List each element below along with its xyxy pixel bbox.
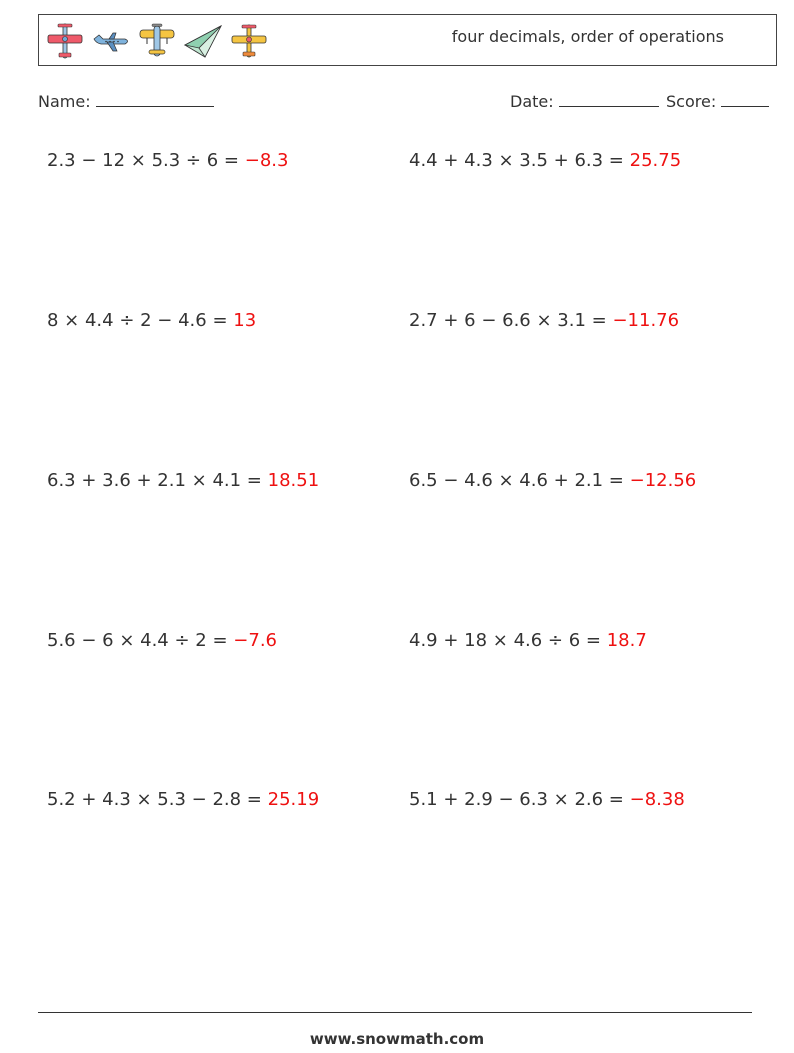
problem-expression: 6.3 + 3.6 + 2.1 × 4.1 =	[47, 470, 262, 491]
problem-9	[47, 789, 319, 810]
problem-expression: 2.7 + 6 − 6.6 × 3.1 =	[409, 310, 607, 331]
date-field	[510, 92, 659, 111]
date-blank[interactable]	[559, 92, 659, 107]
problem-answer: 13	[233, 310, 257, 331]
problem-expression: 8 × 4.4 ÷ 2 − 4.6 =	[47, 310, 228, 331]
score-label: Score:	[666, 92, 717, 111]
problem-answer: 25.19	[267, 789, 320, 810]
problem-1	[47, 150, 288, 171]
worksheet-header	[38, 14, 777, 66]
problem-expression: 4.4 + 4.3 × 3.5 + 6.3 =	[409, 150, 624, 171]
score-blank[interactable]	[721, 92, 769, 107]
problem-answer: 18.51	[267, 470, 320, 491]
icon-strip	[45, 21, 269, 61]
problem-3	[47, 310, 256, 331]
problem-answer: −11.76	[612, 310, 680, 331]
red-propeller-plane-icon	[45, 21, 85, 61]
yellow-biplane-icon	[137, 21, 177, 61]
date-label: Date:	[510, 92, 554, 111]
problem-expression: 5.2 + 4.3 × 5.3 − 2.8 =	[47, 789, 262, 810]
problem-expression: 5.6 − 6 × 4.4 ÷ 2 =	[47, 630, 228, 651]
score-field	[666, 92, 769, 111]
problem-8	[409, 630, 647, 651]
problem-expression: 6.5 − 4.6 × 4.6 + 2.1 =	[409, 470, 624, 491]
problem-7	[47, 630, 277, 651]
problem-4	[409, 310, 679, 331]
orange-propeller-plane-icon	[229, 21, 269, 61]
paper-plane-icon	[183, 21, 223, 61]
problem-expression: 4.9 + 18 × 4.6 ÷ 6 =	[409, 630, 601, 651]
problem-10	[409, 789, 685, 810]
problem-answer: 18.7	[606, 630, 647, 651]
problem-expression: 2.3 − 12 × 5.3 ÷ 6 =	[47, 150, 239, 171]
footer-website: www.snowmath.com	[309, 1030, 485, 1048]
footer-divider	[38, 1012, 752, 1013]
problem-5	[47, 470, 319, 491]
name-field	[38, 92, 214, 111]
worksheet-title: four decimals, order of operations	[451, 27, 724, 46]
problem-answer: −7.6	[233, 630, 277, 651]
problem-2	[409, 150, 681, 171]
problem-expression: 5.1 + 2.9 − 6.3 × 2.6 =	[409, 789, 624, 810]
problem-answer: −8.3	[244, 150, 289, 171]
problem-answer: −8.38	[629, 789, 685, 810]
problem-answer: −12.56	[629, 470, 697, 491]
name-label: Name:	[38, 92, 91, 111]
problem-answer: 25.75	[629, 150, 682, 171]
name-blank[interactable]	[96, 92, 214, 107]
problem-6	[409, 470, 696, 491]
blue-jet-plane-icon	[91, 21, 131, 61]
